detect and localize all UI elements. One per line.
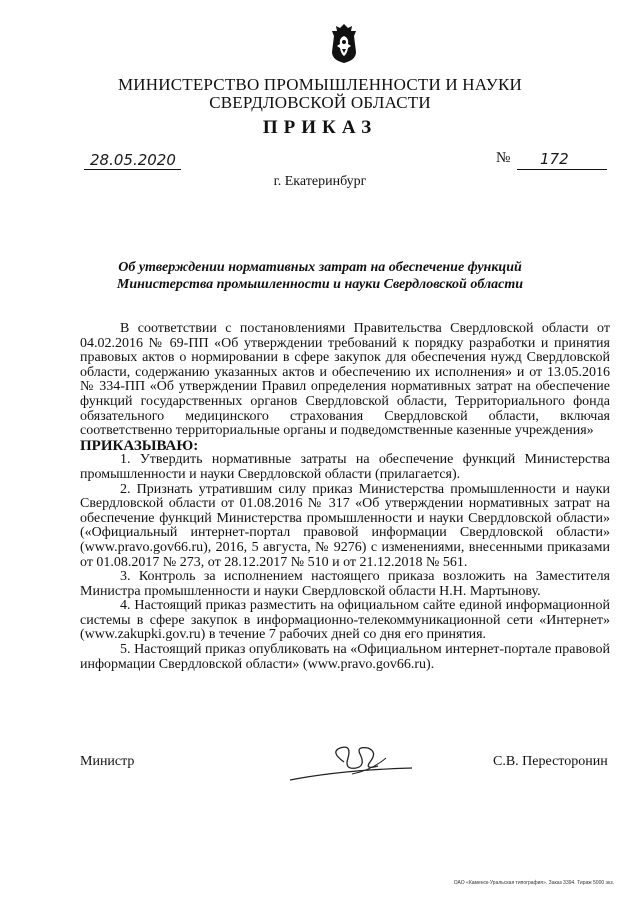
decree-heading: ПРИКАЗЫВАЮ: (80, 437, 199, 454)
signatory-name: С.В. Пересторонин (493, 754, 608, 769)
order-subject (80, 259, 560, 293)
order-number: 172 (540, 150, 569, 168)
ministry-name-line1: МИНИСТЕРСТВО ПРОМЫШЛЕННОСТИ И НАУКИ (117, 75, 523, 94)
number-label: № (496, 150, 511, 166)
order-subject-line1: Об утверждении нормативных затрат на обеспечение функций (118, 260, 522, 275)
preamble-paragraph: В соответствии с постановлениями Правительства Свердловской области от 04.02.2016 № 69-ПП «Об утверждении требований к порядку разработки и принятия правовых актов о нормировании в сфере закупок для обеспечения нужд Свердловской области, содержанию указанных актов и обеспечению их исполнения» и от 13.05.2016 № 334-ПП «Об утверждении Правил определения нормативных затрат на обеспечение функций государственных органов Свердловской области, Территориального фонда обязательного медицинского страхования Свердловской области, включая соответственно территориальные органы и подведомственные казенные учреждения» (80, 321, 610, 439)
document-type-title: ПРИКАЗ (262, 117, 378, 138)
order-item-4: 4. Настоящий приказ разместить на официальном сайте единой информационной системы в сфере закупок в информационно-телекоммуникационной сети «Интернет» (www.zakupki.gov.ru) в течение 7 рабочих дней со дня его принятия. (80, 598, 610, 643)
signatory-position: Министр (80, 754, 135, 769)
ministry-name-line2: СВЕРДЛОВСКОЙ ОБЛАСТИ (209, 93, 431, 112)
order-date: 28.05.2020 (90, 151, 176, 169)
order-item-2: 2. Признать утратившим силу приказ Министерства промышленности и науки Свердловской области от 01.08.2016 № 317 «Об утверждении нормативных затрат на обеспечение функций Министерства промышленности и науки Свердловской области» («Официальный интернет-портал правовой информации Свердловской области» (www.pravo.gov66.ru), 2016, 5 августа, № 9276) с изменениями, внесенными приказами от 01.08.2017 № 273, от 28.12.2017 № 510 и от 21.12.2018 № 561. (80, 481, 610, 570)
order-item-5: 5. Настоящий приказ опубликовать на «Официальном интернет-портале правовой информации Свердловской области» (www.pravo.gov66.ru). (80, 642, 610, 672)
printer-footer: ОАО «Каменск-Уральская типография». Заказ 3394. Тираж 5000 экз. (453, 880, 614, 886)
order-item-3: 3. Контроль за исполнением настоящего приказа возложить на Заместителя Министра промышленности и науки Свердловской области Н.Н. Мартынову. (80, 569, 610, 599)
date-underline (84, 169, 181, 170)
coat-of-arms-emblem (328, 22, 360, 64)
handwritten-signature (282, 740, 422, 788)
number-underline (517, 169, 607, 170)
order-item-1: 1. Утвердить нормативные затраты на обеспечение функций Министерства промышленности и науки Свердловской области (прилагается). (80, 452, 610, 482)
city: г. Екатеринбург (273, 174, 367, 189)
order-subject-line2: Министерства промышленности и науки Свердловской области (116, 277, 524, 292)
order-body (80, 322, 610, 672)
